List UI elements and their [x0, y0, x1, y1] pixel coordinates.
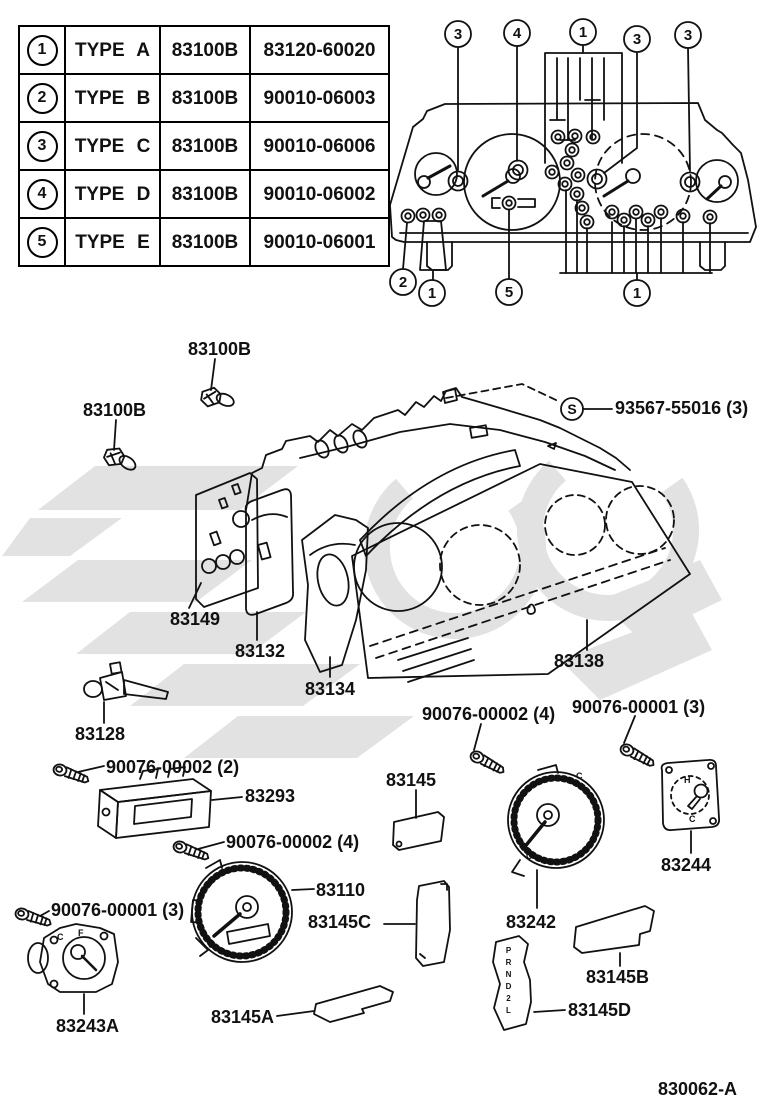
screw-icon: [52, 763, 90, 783]
table-cell-num: [19, 170, 65, 218]
prndl-letters: PRND2L: [504, 946, 513, 1018]
callout-number: 1: [632, 285, 642, 302]
callout-number: 5: [504, 284, 514, 301]
table-cell-num: [19, 74, 65, 122]
circled-number: 2: [27, 83, 58, 114]
part-label-83128: 83128: [75, 724, 126, 744]
svg-text:C: C: [576, 771, 583, 781]
table-cell-part: 90010-06003: [250, 74, 389, 122]
svg-text:C: C: [208, 940, 215, 950]
cluster-rear-view: [390, 19, 756, 306]
plate-83145: [393, 790, 444, 850]
svg-text:C: C: [526, 851, 533, 861]
part-label-90076-00002-4b: 90076-00002 (4): [422, 704, 556, 724]
table-cell-part: 83120-60020: [250, 26, 389, 74]
callout-number: 4: [512, 25, 522, 42]
screw-icon: [172, 840, 210, 860]
bulb-sockets: [402, 130, 717, 229]
strip-83145b: [574, 906, 654, 966]
part-label-83138: 83138: [554, 651, 605, 671]
s-screw-callout: [443, 384, 612, 420]
type-code-table: [18, 25, 390, 267]
circled-number: 4: [27, 179, 58, 210]
bulb-socket-icon: [200, 386, 236, 411]
screw-icon: [618, 743, 657, 767]
plate-83145a: [277, 986, 393, 1022]
callout-number: 3: [632, 31, 642, 48]
circled-number: 3: [27, 131, 58, 162]
part-label-93567-55016: 93567-55016 (3): [615, 398, 749, 418]
part-label-83293: 83293: [245, 786, 296, 806]
table-cell-num: [19, 122, 65, 170]
callout-number: 3: [453, 26, 463, 43]
table-cell-type: TYPE A: [65, 26, 160, 74]
table-cell-num: [19, 218, 65, 266]
table-cell-code: 83100B: [160, 218, 250, 266]
circled-number: 1: [27, 35, 58, 66]
part-label-83145a: 83145A: [211, 1007, 275, 1027]
svg-text:C: C: [206, 878, 213, 888]
table-row: [19, 26, 389, 74]
part-label-83132: 83132: [235, 641, 286, 661]
part-label-83243a: 83243A: [56, 1016, 120, 1036]
part-label-90076-00002-2: 90076-00002 (2): [106, 757, 240, 777]
part-label-83110: 83110: [316, 880, 366, 900]
table-cell-code: 83100B: [160, 26, 250, 74]
table-cell-code: 83100B: [160, 122, 250, 170]
table-cell-code: 83100B: [160, 74, 250, 122]
fuel-gauge-83243a: [28, 924, 118, 1014]
table-cell-type: TYPE C: [65, 122, 160, 170]
table-cell-code: 83100B: [160, 170, 250, 218]
part-label-83145: 83145: [386, 770, 437, 790]
part-label-83149: 83149: [170, 609, 221, 629]
part-label-83134: 83134: [305, 679, 356, 699]
table-cell-part: 90010-06006: [250, 122, 389, 170]
part-label-83145d: 83145D: [568, 1000, 632, 1020]
part-label-83145c: 83145C: [308, 912, 372, 932]
callout-number: 3: [683, 27, 693, 44]
table-row: [19, 218, 389, 266]
part-label-90076-00002-4a: 90076-00002 (4): [226, 832, 360, 852]
screw-icon: [14, 907, 52, 926]
table-cell-num: [19, 26, 65, 74]
callout-number: 1: [427, 285, 437, 302]
table-cell-part: 90010-06002: [250, 170, 389, 218]
svg-text:F: F: [78, 928, 84, 938]
junction-box-83293: [98, 767, 242, 838]
circled-number: 5: [27, 227, 58, 258]
screw-icon: [468, 750, 507, 774]
part-label-83100b-left: 83100B: [83, 400, 147, 420]
table-row: [19, 74, 389, 122]
part-label-83242: 83242: [506, 912, 557, 932]
svg-text:C: C: [57, 932, 64, 942]
part-label-90076-00001-3a: 90076-00001 (3): [572, 697, 706, 717]
svg-text:H: H: [684, 775, 691, 785]
svg-text:C: C: [689, 814, 696, 824]
table-row: [19, 122, 389, 170]
part-label-83145b: 83145B: [586, 967, 650, 987]
table-row: [19, 170, 389, 218]
table-cell-type: TYPE E: [65, 218, 160, 266]
temp-gauge-83244: [662, 760, 720, 853]
drawing-number: 830062-A: [658, 1079, 738, 1099]
tachometer-83242: [508, 765, 604, 908]
table-cell-type: TYPE B: [65, 74, 160, 122]
strip-83145c: [384, 881, 450, 966]
part-label-83244: 83244: [661, 855, 712, 875]
part-label-83100b-top: 83100B: [188, 339, 252, 359]
part-label-90076-00001-3b: 90076-00001 (3): [51, 900, 185, 920]
callout-number: 2: [398, 274, 408, 291]
table-cell-type: TYPE D: [65, 170, 160, 218]
table-cell-part: 90010-06001: [250, 218, 389, 266]
callout-number: 1: [578, 24, 588, 41]
s-symbol: S: [567, 401, 577, 417]
